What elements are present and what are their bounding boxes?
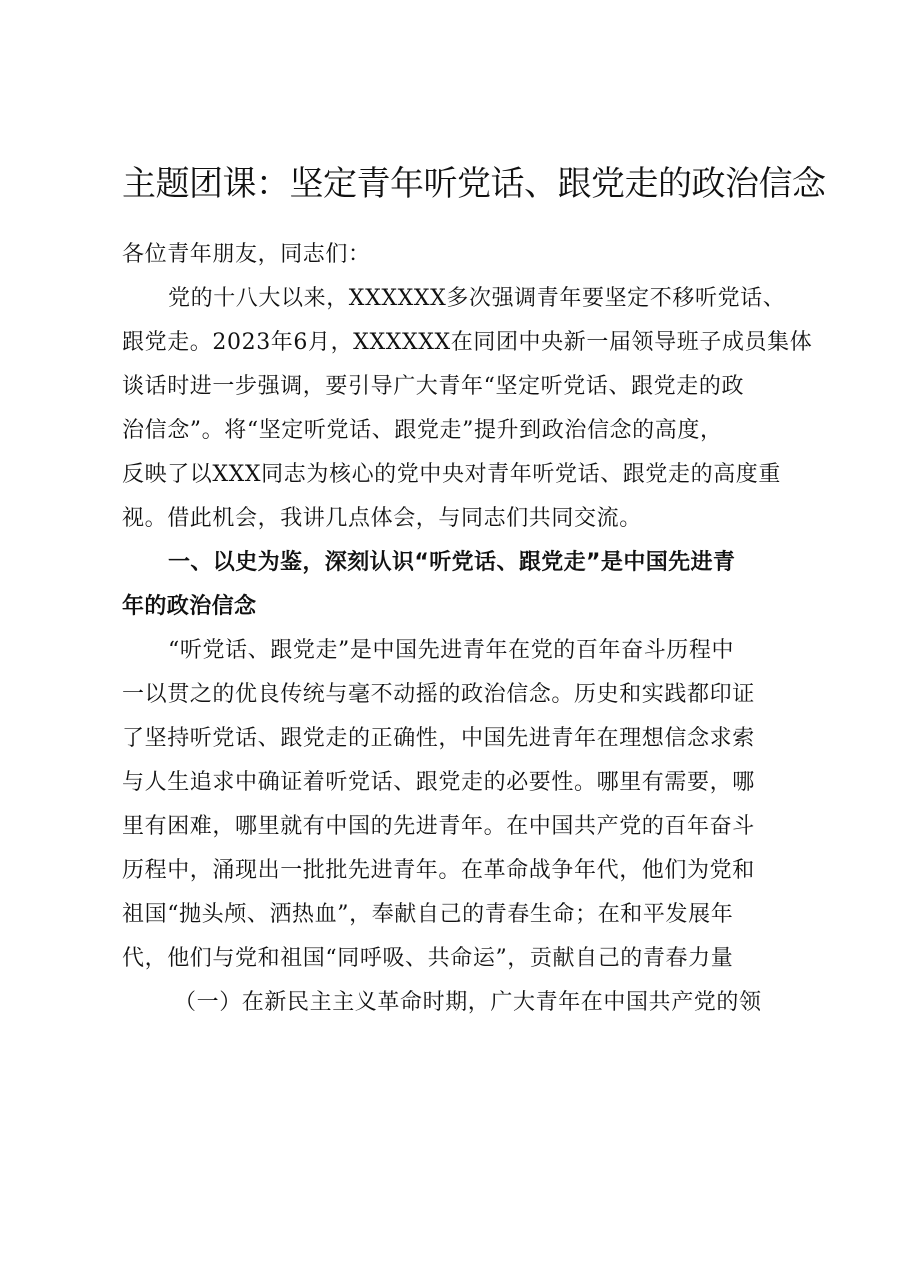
body-line: 了坚持听党话、跟党走的正确性，中国先进青年在理想信念求索 <box>122 726 755 751</box>
body-line: 反映了以XXX同志为核心的党中央对青年听党话、跟党走的高度重 <box>122 462 781 487</box>
body-line: 谈话时进一步强调，要引导广大青年“坚定听党话、跟党走的政 <box>122 374 745 399</box>
body-line: 里有困难，哪里就有中国的先进青年。在中国共产党的百年奋斗 <box>122 814 755 839</box>
body-line: “听党话、跟党走”是中国先进青年在党的百年奋斗历程中 <box>168 638 735 663</box>
body-line: 跟党走。2023年6月，XXXXXX在同团中央新一届领导班子成员集体 <box>122 330 813 355</box>
body-line: 祖国“抛头颅、洒热血”，奉献自己的青春生命；在和平发展年 <box>122 902 734 927</box>
subsection-line: （一）在新民主主义革命时期，广大青年在中国共产党的领 <box>174 990 762 1015</box>
document-title: 主题团课：坚定青年听党话、跟党走的政治信念 <box>122 164 826 204</box>
body-line: 与人生追求中确证着听党话、跟党走的必要性。哪里有需要，哪 <box>122 770 755 795</box>
section-heading-line: 一、以史为鉴，深刻认识“听党话、跟党走”是中国先进青 <box>168 550 736 575</box>
body-line: 党的十八大以来，XXXXXX多次强调青年要坚定不移听党话、 <box>168 286 786 311</box>
body-line: 一以贯之的优良传统与毫不动摇的政治信念。历史和实践都印证 <box>122 682 755 707</box>
section-heading-line: 年的政治信念 <box>122 594 257 619</box>
body-line: 历程中，涌现出一批批先进青年。在革命战争年代，他们为党和 <box>122 858 755 883</box>
body-line: 代，他们与党和祖国“同呼吸、共命运”，贡献自己的青春力量 <box>122 946 734 971</box>
body-line: 治信念”。将“坚定听党话、跟党走”提升到政治信念的高度， <box>122 418 723 443</box>
body-line: 视。借此机会，我讲几点体会，与同志们共同交流。 <box>122 506 642 531</box>
salutation-line: 各位青年朋友，同志们： <box>122 242 371 267</box>
document-body <box>122 233 812 1025</box>
